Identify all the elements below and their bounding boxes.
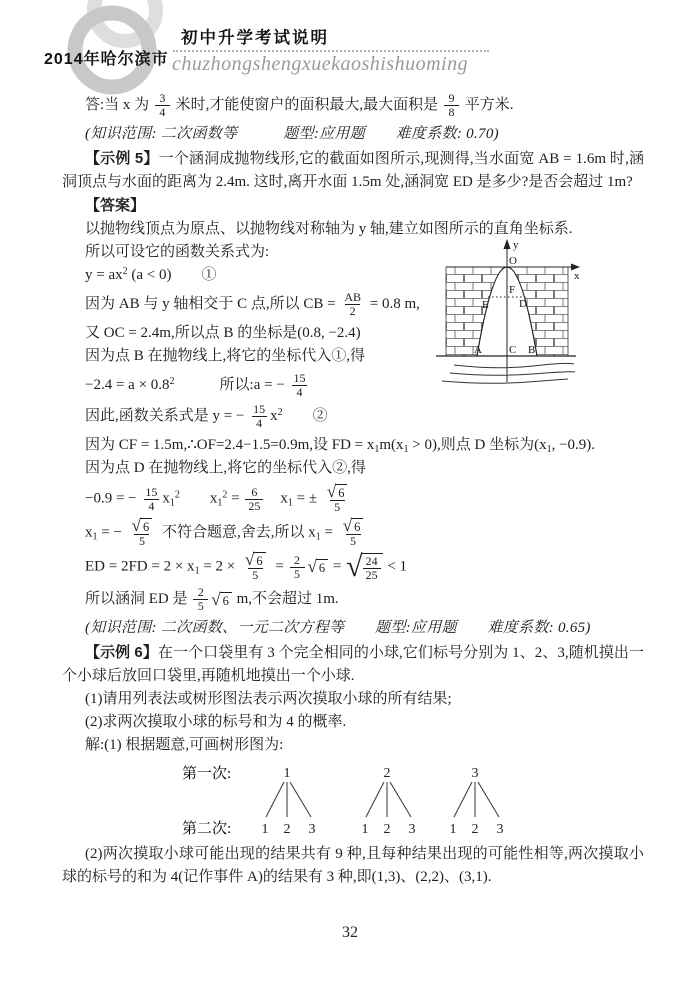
setup-coordinate: 以抛物线顶点为原点、以抛物线对称轴为 y 轴,建立如图所示的直角坐标系. bbox=[85, 221, 573, 237]
point-b-coords: 又 OC = 2.4m,所以点 B 的坐标是(0.8, −2.4) bbox=[85, 325, 361, 341]
eq-function-final: 因此,函数关系式是 y = − $\frac{15}{4}$ $x^2$ ② bbox=[85, 402, 328, 430]
substitute-d: 因为点 D 在抛物线上,将它的坐标代入②,得 bbox=[85, 460, 366, 476]
eq-function-form: $y = ax^2$ (a < 0) ① bbox=[85, 266, 217, 283]
tree-leaf: 3 bbox=[308, 822, 316, 837]
page-title: 初中升学考试说明 bbox=[181, 29, 329, 47]
tree-leaf: 1 bbox=[261, 822, 269, 837]
tree-second-label: 第二次: bbox=[182, 821, 232, 837]
label-b: B bbox=[528, 344, 536, 356]
substitute-b: 因为点 B 在抛物线上,将它的坐标代入①,得 bbox=[85, 348, 366, 364]
tree-diagram bbox=[140, 761, 620, 841]
knowledge-scope-1: (知识范围: 二次函数等 题型:应用题 难度系数: 0.70) bbox=[85, 126, 499, 142]
tree-leaf: 3 bbox=[408, 822, 416, 837]
tree-first-label: 第一次: bbox=[182, 766, 232, 782]
knowledge-scope-2: (知识范围: 二次函数、一元二次方程等 题型:应用题 难度系数: 0.65) bbox=[85, 620, 591, 636]
culvert-arch-figure bbox=[428, 234, 680, 400]
setup-function: 所以可设它的函数关系式为: bbox=[85, 244, 270, 260]
title-pinyin: chuzhongshengxuekaoshishuoming bbox=[172, 53, 469, 75]
label-y: y bbox=[513, 239, 519, 251]
title-dotted-rule bbox=[173, 50, 489, 52]
tree-leaf: 2 bbox=[283, 822, 291, 837]
answer-label: 【答案】 bbox=[85, 197, 146, 214]
cb-derivation: 因为 AB 与 y 轴相交于 C 点,所以 CB = $\frac{AB}{2}$ = 0.8 m, bbox=[85, 290, 420, 318]
tree-leaf: 2 bbox=[471, 822, 479, 837]
x1-reject-negative: $x_1$ = − √ 6 5 不符合题意,舍去,所以 $x_1$ = √ 6 5 bbox=[62, 518, 644, 548]
main-content bbox=[62, 88, 644, 889]
page-number: 32 bbox=[342, 924, 358, 941]
y-axis-arrow-icon bbox=[504, 239, 511, 249]
cf-of-setup: 因为 CF = 1.5m,∴OF=2.4−1.5=0.9m,设 FD = $x_1m(x_1 > 0)$,则点 D 坐标为($x_1$, −0.9). bbox=[85, 437, 596, 455]
tree-leaf: 2 bbox=[383, 822, 391, 837]
tree-root-2: 2 bbox=[383, 766, 391, 781]
label-o: O bbox=[509, 255, 517, 267]
eq-solve-a: $-2.4 = a \times 0.8^2$ 所以:a = − $\frac{15}{4}$ bbox=[85, 371, 306, 399]
tree-leaf: 1 bbox=[361, 822, 369, 837]
question-1: (1)请用列表法或树形图法表示两次摸取小球的所有结果; bbox=[85, 691, 452, 707]
label-f: F bbox=[509, 284, 516, 296]
label-d: D bbox=[519, 298, 527, 310]
tree-root-3: 3 bbox=[471, 766, 479, 781]
eq-solve-x1: −0.9 = − $\frac{15}{4}$ $x_1^2$ $x_1^2$ = $\frac{6}{25}$ $x_1$ = ± √ 6 5 bbox=[62, 484, 644, 514]
answer-window-area: 答:当 x 为 $\frac{3}{4}$ 米时,才能使窗户的面积最大,最大面积是 $\frac{9}{8}$ 平方米. bbox=[85, 91, 514, 119]
label-x: x bbox=[574, 270, 580, 282]
tree-leaf: 3 bbox=[496, 822, 504, 837]
example5-statement: 【示例 5】一个涵洞成抛物线形,它的截面如图所示,现测得,当水面宽 AB = 1.6m 时,涵洞顶点与水面的距离为 2.4m. 这时,离开水面 1.5m 处,涵洞宽 ED 是多少?是否会超过 1m? bbox=[62, 150, 645, 190]
water-waves bbox=[442, 363, 575, 383]
eq-ed-result: ED = $2FD = 2 \times x_1 = 2$ × √ 6 5 = $\frac{2}{5}$ √ 6 = √ $\frac{24}{25}$ < 1 bbox=[85, 550, 408, 583]
result-probability: (2)两次摸取小球可能出现的结果共有 9 种,且每种结果出现的可能性相等,两次摸取小球的标号的和为 4(记作事件 A)的结果有 3 种,即(1,3)、(2,2)、(3,1). bbox=[62, 846, 644, 885]
label-a: A bbox=[474, 344, 482, 356]
ed-conclusion: 所以涵洞 ED 是 $\frac{2}{5}$ √ 6 m,不会超过 1m. bbox=[85, 585, 339, 613]
edition-year-city: 2014年哈尔滨市 bbox=[44, 51, 169, 68]
question-2: (2)求两次摸取小球的标号和为 4 的概率. bbox=[85, 714, 347, 730]
label-e: E bbox=[482, 299, 489, 311]
tree-leaf: 1 bbox=[449, 822, 457, 837]
tree-root-1: 1 bbox=[283, 766, 291, 781]
label-c: C bbox=[509, 344, 517, 356]
solution-tree-intro: 解:(1) 根据题意,可画树形图为: bbox=[85, 737, 284, 753]
example6-statement: 【示例 6】在一个口袋里有 3 个完全相同的小球,它们标号分别为 1、2、3,随机摸出一个小球后放回口袋里,再随机地摸出一个小球. bbox=[62, 644, 644, 684]
